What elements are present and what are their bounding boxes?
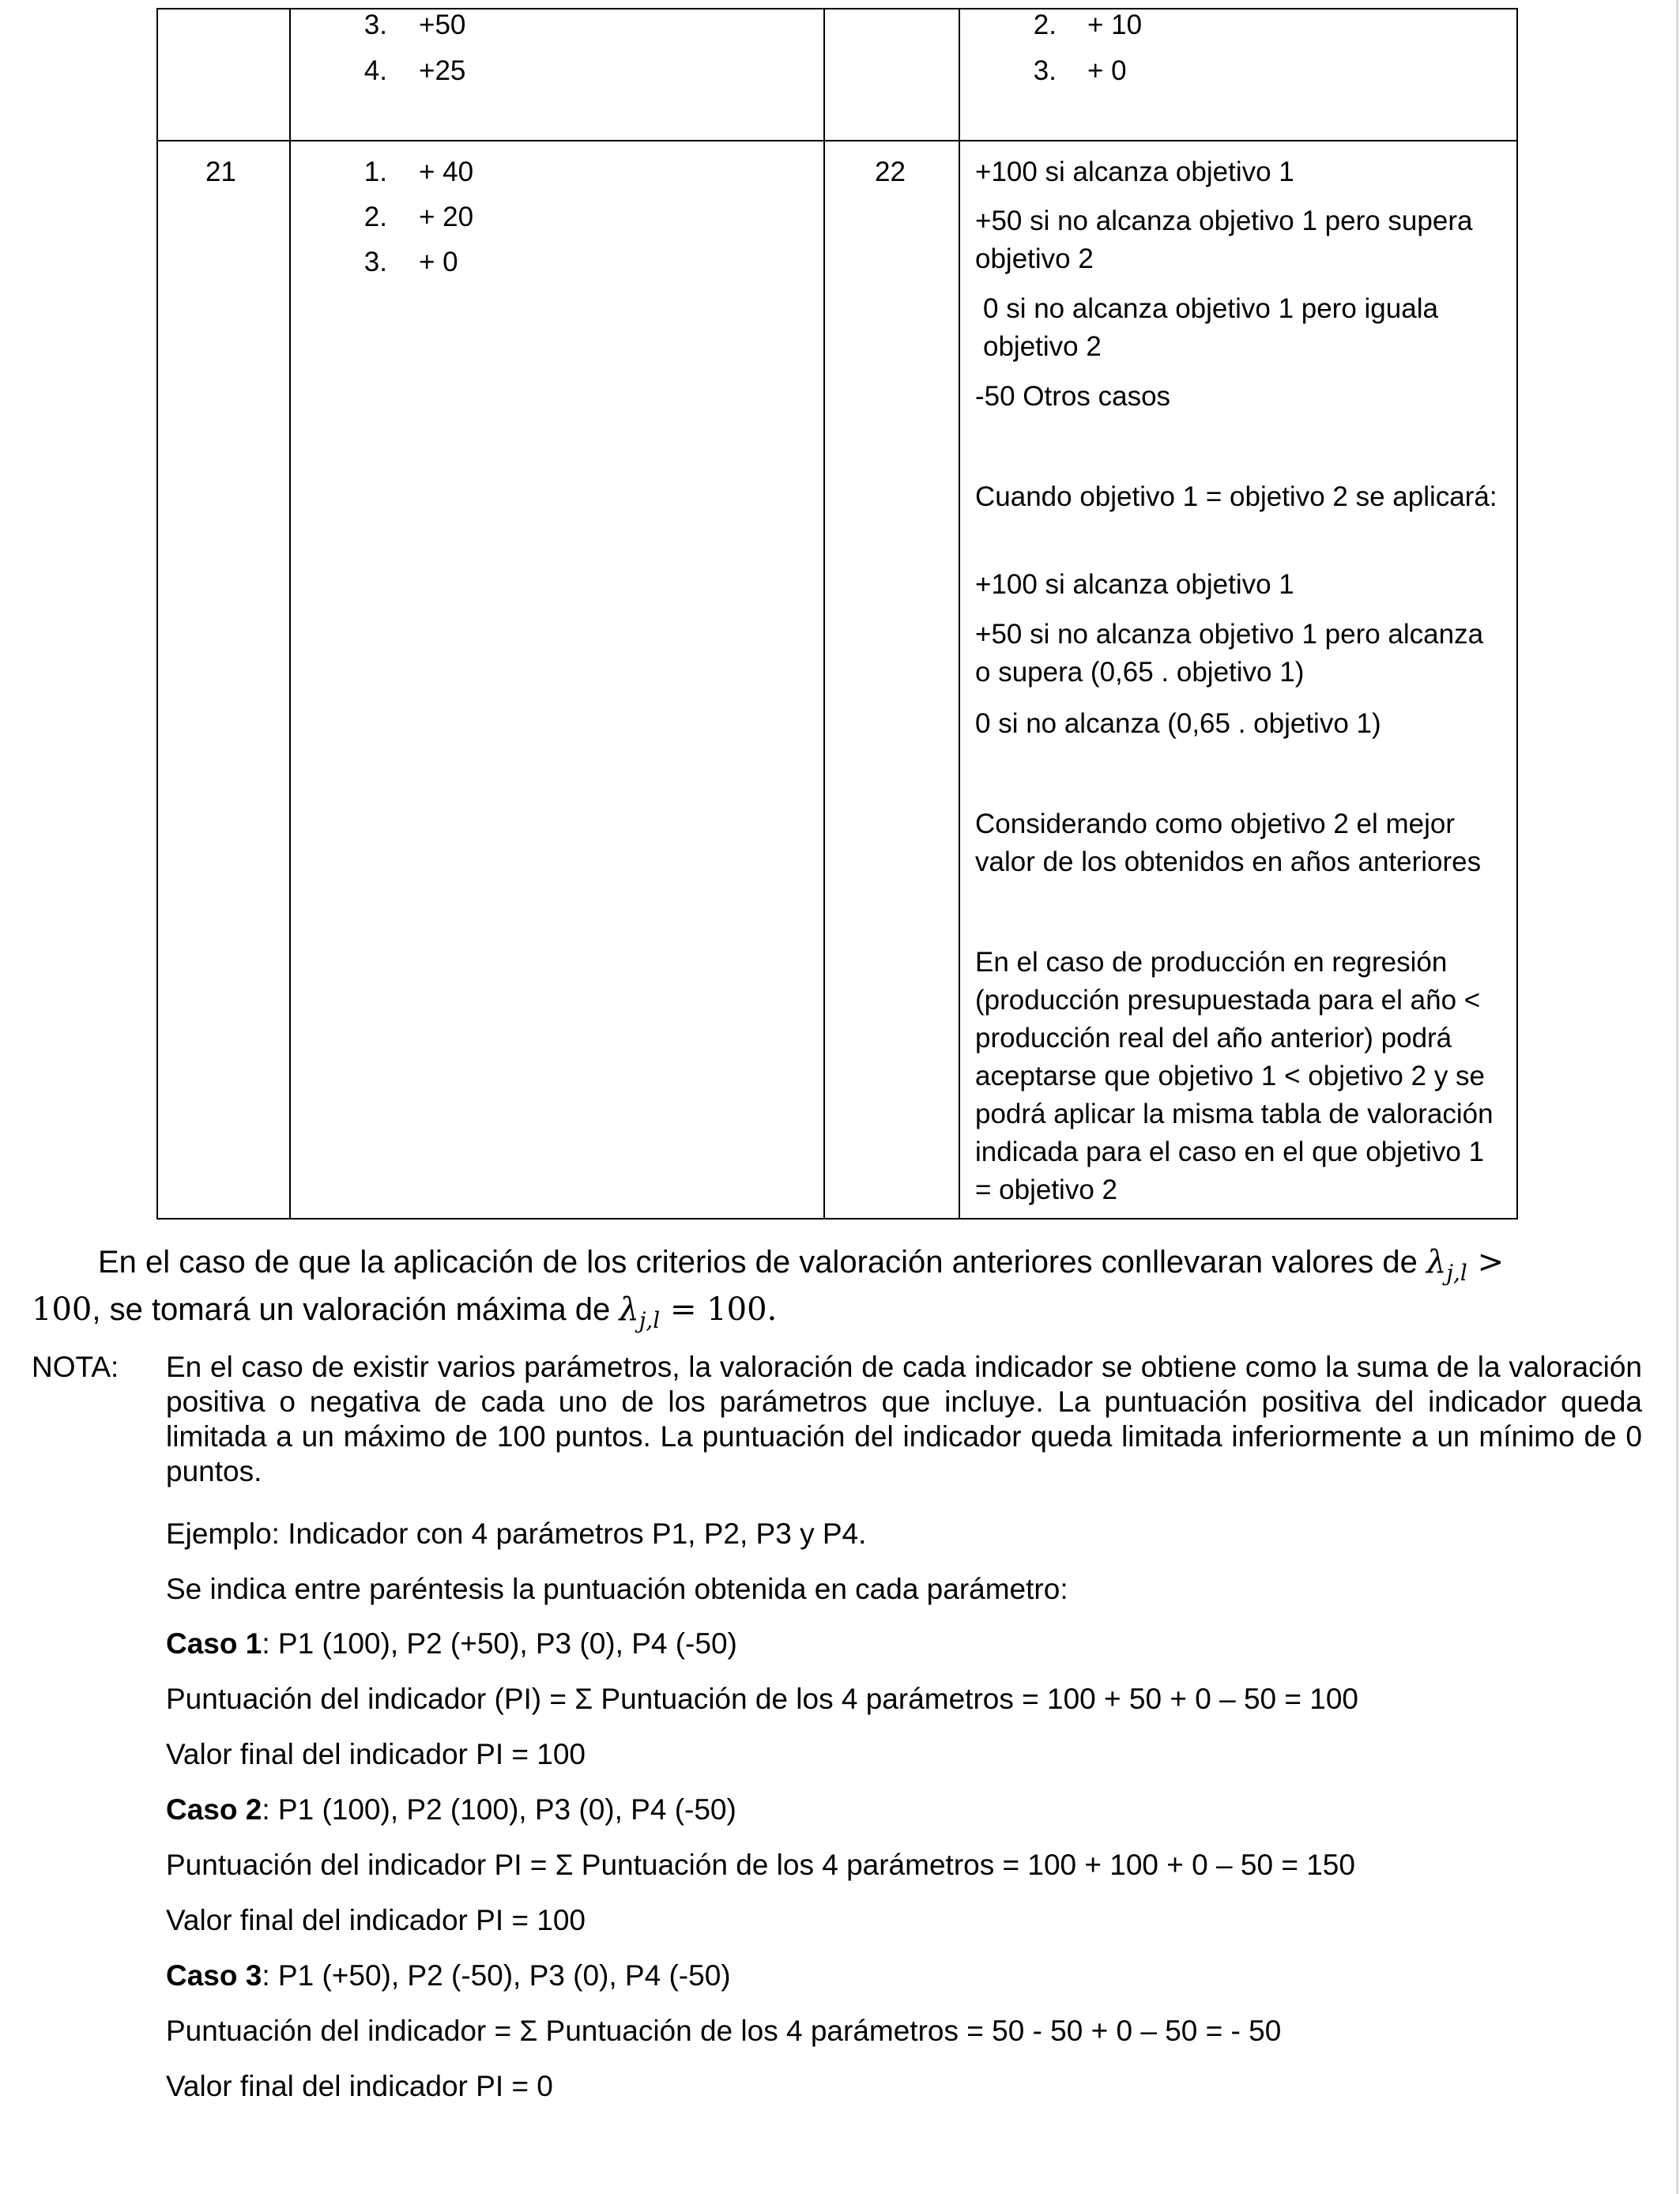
page-edge-line xyxy=(1676,0,1678,2194)
case-2-final: Valor final del indicador PI = 100 xyxy=(166,1904,586,1936)
case-2-score: Puntuación del indicador PI = Σ Puntuación de los 4 parámetros = 100 + 100 + 0 – 50 = 150 xyxy=(166,1849,1355,1881)
note-example: Ejemplo: Indicador con 4 parámetros P1, P2, P3 y P4. xyxy=(166,1517,867,1550)
case-3-final: Valor final del indicador PI = 0 xyxy=(166,2070,553,2102)
list-item: 1. xyxy=(363,156,387,187)
list-item-value: + 0 xyxy=(1087,55,1127,86)
case-2-values: Caso 2: P1 (100), P2 (100), P3 (0), P4 (-50) xyxy=(166,1793,736,1826)
valuation-paragraph-line1: En el caso de que la aplicación de los criterios de valoración anteriores conllevaran valores de $\lambda_{j,l}$ > xyxy=(98,1244,1505,1286)
case-1-score: Puntuación del indicador (PI) = Σ Puntuación de los 4 parámetros = 100 + 50 + 0 – 50 = 100 xyxy=(166,1683,1359,1715)
criteria-text: +100 si alcanza objetivo 1 xyxy=(975,569,1294,600)
col-divider xyxy=(289,9,291,1218)
list-item-value: + 10 xyxy=(1087,9,1143,40)
criteria-text: +100 si alcanza objetivo 1 xyxy=(975,156,1294,187)
list-item: 4. xyxy=(363,55,387,86)
criteria-text: -50 Otros casos xyxy=(975,381,1171,412)
criteria-text: En el caso de producción en regresión (producción presupuestada para el año < producción real del año anterior) podrá aceptarse que objetivo 1 < objetivo 2 y se podrá aplicar la misma tabla de valoración indicada para el caso en el que objetivo 1 = objetivo 2 xyxy=(975,947,1494,1205)
row-id-21: 21 xyxy=(205,156,236,187)
criteria-text: Cuando objetivo 1 = objetivo 2 se aplicará: xyxy=(975,481,1497,512)
list-item-value: + 0 xyxy=(419,247,458,277)
case-3-score: Puntuación del indicador = Σ Puntuación de los 4 parámetros = 50 - 50 + 0 – 50 = - 50 xyxy=(166,2015,1282,2047)
note-body: En el caso de existir varios parámetros, la valoración de cada indicador se obtiene como la suma de la valoración positiva o negativa de cada uno de los parámetros que incluye. La puntuación positiva del indicador queda limitada a un máximo de 100 puntos. La puntuación del indicador queda limitada inferiormente a un mínimo de 0 puntos. xyxy=(166,1351,1642,1487)
case-1-final: Valor final del indicador PI = 100 xyxy=(166,1738,586,1770)
note-label: NOTA: xyxy=(32,1351,119,1383)
col-divider xyxy=(823,9,825,1218)
list-item-value: +25 xyxy=(419,55,466,86)
row-divider xyxy=(158,140,1516,141)
list-item: 3. xyxy=(1033,55,1057,86)
list-item: 2. xyxy=(1033,9,1057,40)
criteria-text: 0 si no alcanza objetivo 1 pero iguala objetivo 2 xyxy=(983,293,1438,362)
list-item: 3. xyxy=(363,9,387,40)
criteria-text: Considerando como objetivo 2 el mejor valor de los obtenidos en años anteriores xyxy=(975,809,1482,877)
list-item-value: +50 xyxy=(419,9,466,40)
list-item: 2. xyxy=(363,202,387,232)
criteria-text: 0 si no alcanza (0,65 . objetivo 1) xyxy=(975,708,1381,739)
criteria-text: +50 si no alcanza objetivo 1 pero supera objetivo 2 xyxy=(975,205,1473,274)
row-id-22: 22 xyxy=(875,156,906,187)
col-divider xyxy=(959,9,960,1218)
criteria-text: +50 si no alcanza objetivo 1 pero alcanza o supera (0,65 . objetivo 1) xyxy=(975,619,1484,688)
valuation-paragraph-line2: 100, se tomará un valoración máxima de $\lambda_{j,l} = 100$. xyxy=(32,1291,778,1333)
case-3-values: Caso 3: P1 (+50), P2 (-50), P3 (0), P4 (-50) xyxy=(166,1959,731,1992)
case-1-values: Caso 1: P1 (100), P2 (+50), P3 (0), P4 (-50) xyxy=(166,1627,737,1660)
note-intro: Se indica entre paréntesis la puntuación obtenida en cada parámetro: xyxy=(166,1573,1068,1605)
list-item-value: + 40 xyxy=(419,156,474,187)
list-item: 3. xyxy=(363,247,387,277)
list-item-value: + 20 xyxy=(419,202,474,232)
